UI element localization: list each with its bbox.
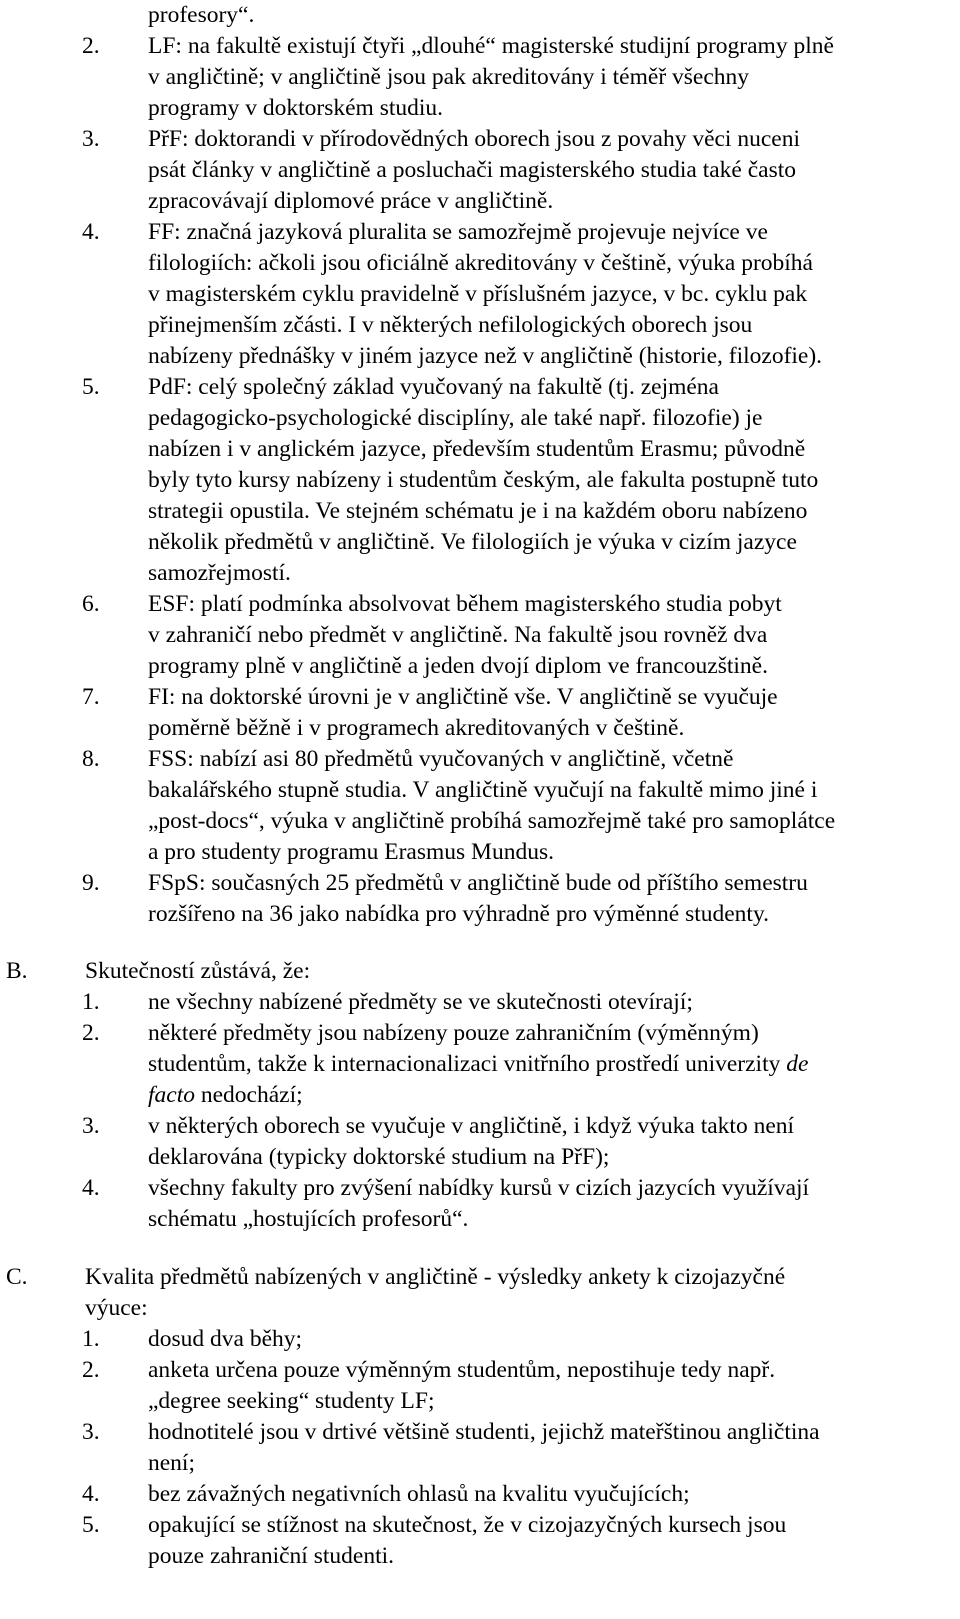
list-number: 1.: [82, 989, 100, 1015]
list-item-line: programy plně v angličtině a jeden dvojí diplom ve francouzštině.: [148, 653, 768, 679]
italic-text: facto: [148, 1082, 195, 1108]
list-number: 4.: [82, 1481, 100, 1507]
list-item-line: ESF: platí podmínka absolvovat během magisterského studia pobyt: [148, 591, 782, 617]
list-item-line: deklarována (typicky doktorské studium na PřF);: [148, 1144, 610, 1170]
list-number: 8.: [82, 746, 100, 772]
list-item-line: poměrně běžně i v programech akreditovaných v češtině.: [148, 715, 685, 741]
list-item-line: některé předměty jsou nabízeny pouze zahraničním (výměnným): [148, 1020, 759, 1046]
list-number: 6.: [82, 591, 100, 617]
list-number: 3.: [82, 126, 100, 152]
list-item-line: [148, 1049, 808, 1080]
list-number: 2.: [82, 1357, 100, 1383]
list-item-text: nedochází;: [195, 1082, 303, 1108]
list-item-line: v zahraničí nebo předmět v angličtině. Na fakultě jsou rovněž dva: [148, 622, 768, 648]
italic-text: de: [786, 1051, 809, 1077]
list-item-line: dosud dva běhy;: [148, 1326, 303, 1352]
list-item-line: programy v doktorském studiu.: [148, 95, 444, 121]
list-item-line: [148, 1080, 303, 1111]
list-item-line: anketa určena pouze výměnným studentům, nepostihuje tedy např.: [148, 1357, 776, 1383]
list-item-line: FI: na doktorské úrovni je v angličtině vše. V angličtině se vyučuje: [148, 684, 778, 710]
list-item-line: není;: [148, 1450, 195, 1476]
list-item-line: „post-docs“, výuka v angličtině probíhá samozřejmě také pro samoplátce: [148, 808, 836, 834]
list-item-line: FSpS: současných 25 předmětů v angličtině bude od příštího semestru: [148, 870, 808, 896]
section-heading: Kvalita předmětů nabízených v angličtině - výsledky ankety k cizojazyčné: [85, 1264, 786, 1290]
list-number: 2.: [82, 1020, 100, 1046]
list-item-line: samozřejmostí.: [148, 560, 291, 586]
list-number: 9.: [82, 870, 100, 896]
list-item-line: přinejmenším zčásti. I v některých nefilologických oborech jsou: [148, 312, 753, 338]
list-item-line: FSS: nabízí asi 80 předmětů vyučovaných v angličtině, včetně: [148, 746, 734, 772]
continuation-text: profesory“.: [148, 2, 255, 28]
list-item-line: nabízen i v anglickém jazyce, především studentům Erasmu; původně: [148, 436, 806, 462]
list-item-line: v angličtině; v angličtině jsou pak akreditovány i téměř všechny: [148, 64, 750, 90]
list-item-line: byly tyto kursy nabízeny i studentům českým, ale fakulta postupně tuto: [148, 467, 819, 493]
list-number: 7.: [82, 684, 100, 710]
list-item-line: bakalářského stupně studia. V angličtině vyučují na fakultě mimo jiné i: [148, 777, 818, 803]
list-item-line: hodnotitelé jsou v drtivé většině studenti, jejichž mateřštinou angličtina: [148, 1419, 820, 1445]
list-item-line: a pro studenty programu Erasmus Mundus.: [148, 839, 554, 865]
list-item-line: zpracovávají diplomové práce v angličtině.: [148, 188, 554, 214]
list-number: 5.: [82, 1512, 100, 1538]
list-number: 4.: [82, 1175, 100, 1201]
list-item-line: LF: na fakultě existují čtyři „dlouhé“ magisterské studijní programy plně: [148, 33, 834, 59]
list-item-line: PdF: celý společný základ vyučovaný na fakultě (tj. zejména: [148, 374, 719, 400]
list-item-line: pedagogicko-psychologické disciplíny, ale také např. filozofie) je: [148, 405, 763, 431]
section-letter: C.: [6, 1264, 28, 1290]
list-number: 3.: [82, 1419, 100, 1445]
list-item-line: „degree seeking“ studenty LF;: [148, 1388, 435, 1414]
list-item-line: opakující se stížnost na skutečnost, že v cizojazyčných kursech jsou: [148, 1512, 787, 1538]
section-heading: Skutečností zůstává, že:: [85, 958, 311, 984]
list-item-line: bez závažných negativních ohlasů na kvalitu vyučujících;: [148, 1481, 690, 1507]
list-item-line: filologiích: ačkoli jsou oficiálně akreditovány v češtině, výuka probíhá: [148, 250, 813, 276]
list-item-line: PřF: doktorandi v přírodovědných oborech jsou z povahy věci nuceni: [148, 126, 800, 152]
list-item-line: schématu „hostujících profesorů“.: [148, 1206, 469, 1232]
list-number: 2.: [82, 33, 100, 59]
list-item-line: pouze zahraniční studenti.: [148, 1543, 395, 1569]
section-heading: výuce:: [85, 1295, 148, 1321]
list-number: 1.: [82, 1326, 100, 1352]
section-letter: B.: [6, 958, 28, 984]
list-number: 5.: [82, 374, 100, 400]
list-item-line: psát články v angličtině a posluchači magisterského studia také často: [148, 157, 797, 183]
list-item-line: v některých oborech se vyučuje v angličtině, i když výuka takto není: [148, 1113, 795, 1139]
list-item-line: několik předmětů v angličtině. Ve filologiích je výuka v cizím jazyce: [148, 529, 797, 555]
list-number: 4.: [82, 219, 100, 245]
list-number: 3.: [82, 1113, 100, 1139]
list-item-line: všechny fakulty pro zvýšení nabídky kursů v cizích jazycích využívají: [148, 1175, 810, 1201]
list-item-line: FF: značná jazyková pluralita se samozřejmě projevuje nejvíce ve: [148, 219, 768, 245]
list-item-line: ne všechny nabízené předměty se ve skutečnosti otevírají;: [148, 989, 693, 1015]
list-item-text: studentům, takže k internacionalizaci vnitřního prostředí univerzity: [148, 1051, 781, 1077]
list-item-line: rozšířeno na 36 jako nabídka pro výhradně pro výměnné studenty.: [148, 901, 770, 927]
list-item-line: strategii opustila. Ve stejném schématu je i na každém oboru nabízeno: [148, 498, 808, 524]
list-item-line: nabízeny přednášky v jiném jazyce než v angličtině (historie, filozofie).: [148, 343, 823, 369]
list-item-line: v magisterském cyklu pravidelně v příslušném jazyce, v bc. cyklu pak: [148, 281, 808, 307]
